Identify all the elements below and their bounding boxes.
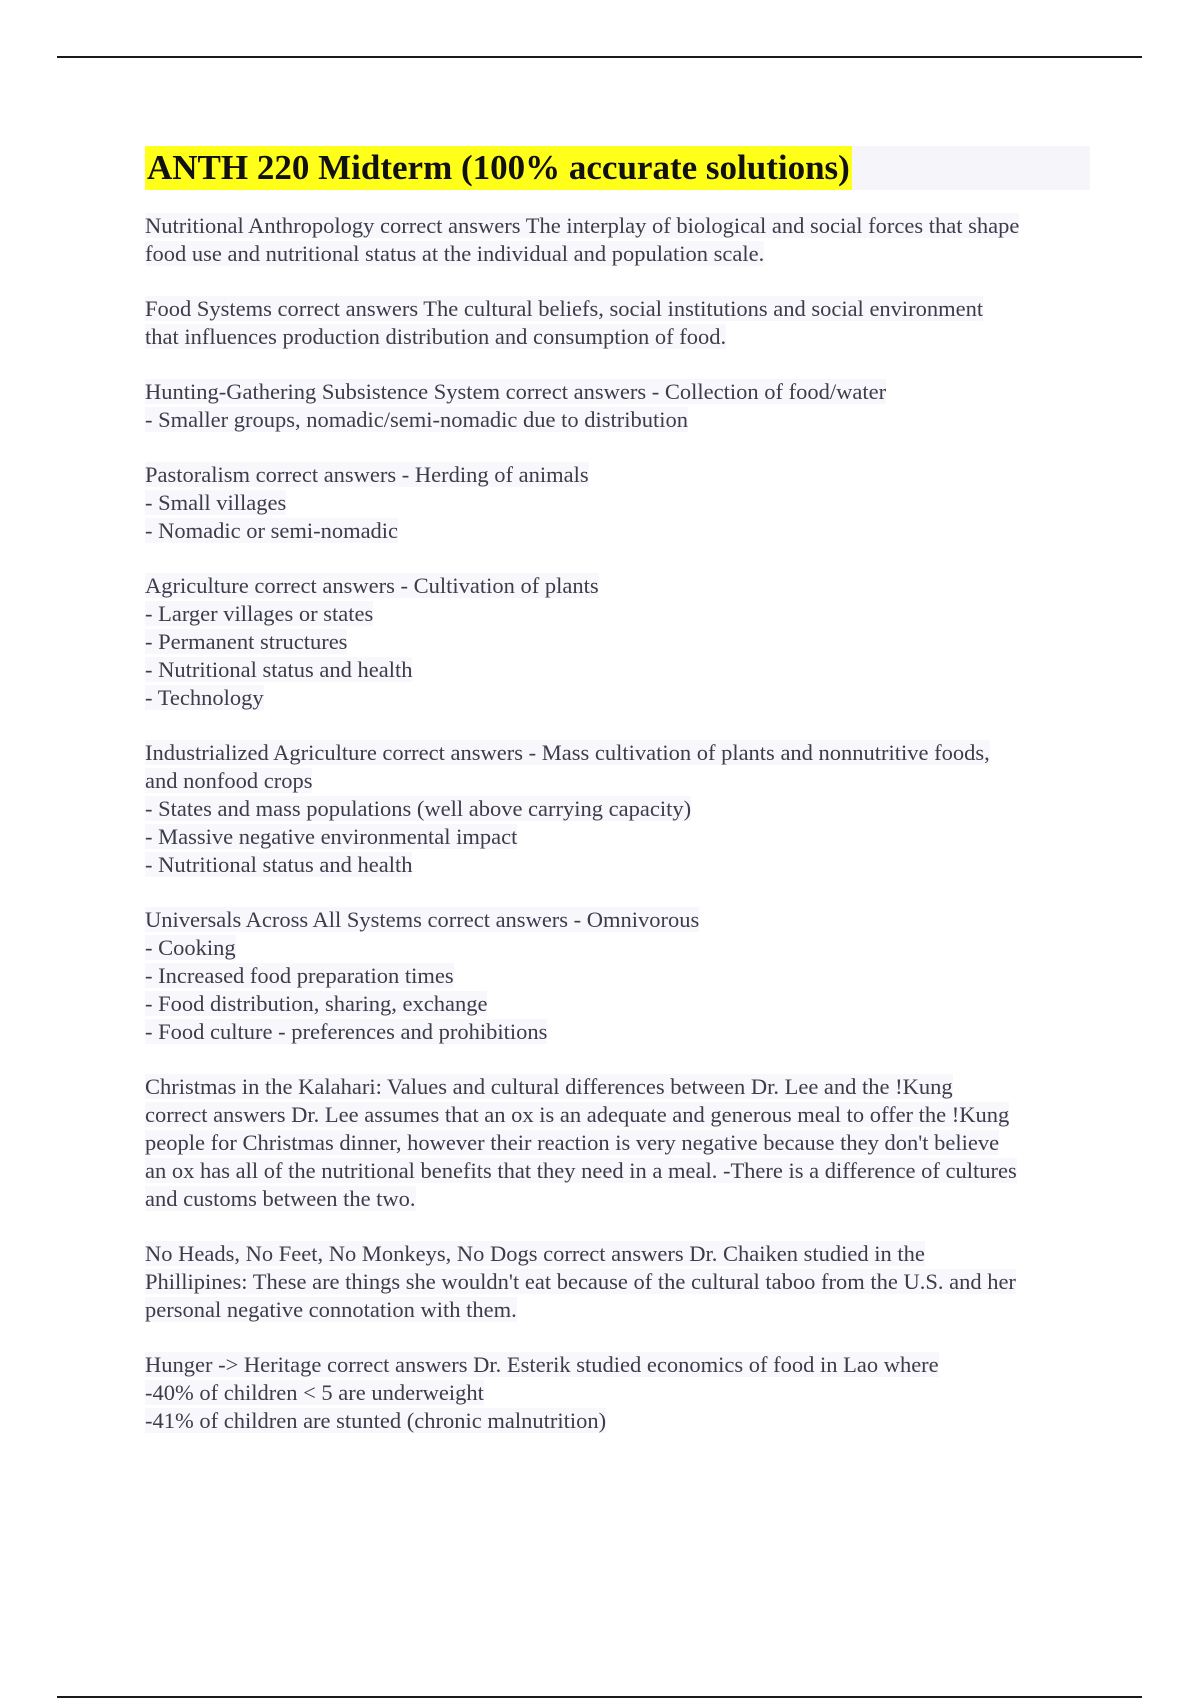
entry-line <box>145 684 1090 712</box>
entry-line-text: No Heads, No Feet, No Monkeys, No Dogs correct answers Dr. Chaiken studied in the <box>145 1241 925 1266</box>
entry-line <box>145 990 1090 1018</box>
qa-entry <box>145 1351 1090 1435</box>
qa-entry <box>145 378 1090 434</box>
entry-line <box>145 1018 1090 1046</box>
title-band <box>145 146 1090 190</box>
entry-line <box>145 489 1090 517</box>
entry-line <box>145 1101 1090 1129</box>
entry-line-text: - States and mass populations (well above carrying capacity) <box>145 796 692 821</box>
entry-line <box>145 212 1090 240</box>
entry-line <box>145 323 1090 351</box>
entry-line-text: that influences production distribution and consumption of food. <box>145 324 727 349</box>
entry-line-text: Phillipines: These are things she wouldn't eat because of the cultural taboo from the U.S. and her <box>145 1269 1016 1294</box>
entry-line-text: and nonfood crops <box>145 768 313 793</box>
qa-entry <box>145 1240 1090 1324</box>
entry-line <box>145 572 1090 600</box>
entry-line <box>145 461 1090 489</box>
entry-line <box>145 795 1090 823</box>
entry-line <box>145 656 1090 684</box>
entry-line-text: Industrialized Agriculture correct answers - Mass cultivation of plants and nonnutritive foods, <box>145 740 990 765</box>
entry-line-text: and customs between the two. <box>145 1186 416 1211</box>
entry-line-text: Universals Across All Systems correct answers - Omnivorous <box>145 907 700 932</box>
entry-line <box>145 962 1090 990</box>
entry-line-text: Christmas in the Kalahari: Values and cultural differences between Dr. Lee and the !Kung <box>145 1074 953 1099</box>
entry-line <box>145 1351 1090 1379</box>
entry-line <box>145 295 1090 323</box>
entry-line-text: correct answers Dr. Lee assumes that an ox is an adequate and generous meal to offer the !Kung <box>145 1102 1010 1127</box>
entry-line-text: - Food distribution, sharing, exchange <box>145 991 488 1016</box>
qa-entry <box>145 572 1090 712</box>
entry-line <box>145 767 1090 795</box>
entry-line-text: Hunting-Gathering Subsistence System correct answers - Collection of food/water <box>145 379 887 404</box>
entry-line <box>145 1129 1090 1157</box>
entry-line-text: - Technology <box>145 685 264 710</box>
entry-line <box>145 628 1090 656</box>
entry-line-text: -40% of children < 5 are underweight <box>145 1380 484 1405</box>
entry-line-text: Agriculture correct answers - Cultivation of plants <box>145 573 599 598</box>
entry-line <box>145 240 1090 268</box>
entry-line <box>145 823 1090 851</box>
qa-entry <box>145 212 1090 268</box>
entry-line-text: food use and nutritional status at the individual and population scale. <box>145 241 765 266</box>
entry-line <box>145 1157 1090 1185</box>
entry-line-text: - Small villages <box>145 490 287 515</box>
entry-line <box>145 1185 1090 1213</box>
qa-entry <box>145 739 1090 879</box>
entry-line <box>145 1379 1090 1407</box>
top-rule <box>57 56 1142 58</box>
entry-line-text: -41% of children are stunted (chronic malnutrition) <box>145 1408 607 1433</box>
entry-line <box>145 517 1090 545</box>
qa-entry <box>145 1073 1090 1213</box>
entry-line-text: Hunger -> Heritage correct answers Dr. Esterik studied economics of food in Lao where <box>145 1352 939 1377</box>
qa-entries <box>145 212 1090 1435</box>
entry-line <box>145 934 1090 962</box>
entry-line <box>145 906 1090 934</box>
entry-line <box>145 851 1090 879</box>
entry-line-text: - Smaller groups, nomadic/semi-nomadic due to distribution <box>145 407 689 432</box>
entry-line-text: - Larger villages or states <box>145 601 374 626</box>
entry-line <box>145 1407 1090 1435</box>
entry-line-text: - Massive negative environmental impact <box>145 824 518 849</box>
entry-line <box>145 739 1090 767</box>
entry-line-text: - Increased food preparation times <box>145 963 454 988</box>
entry-line <box>145 1073 1090 1101</box>
qa-entry <box>145 906 1090 1046</box>
entry-line <box>145 1240 1090 1268</box>
entry-line-text: - Nutritional status and health <box>145 657 413 682</box>
entry-line-text: people for Christmas dinner, however their reaction is very negative because they don't believe <box>145 1130 1000 1155</box>
entry-line-text: Nutritional Anthropology correct answers The interplay of biological and social forces that shape <box>145 213 1020 238</box>
qa-entry <box>145 461 1090 545</box>
entry-line <box>145 600 1090 628</box>
bottom-rule <box>57 1696 1142 1698</box>
page-content <box>145 146 1090 1462</box>
entry-line <box>145 378 1090 406</box>
entry-line-text: - Cooking <box>145 935 236 960</box>
entry-line <box>145 1268 1090 1296</box>
qa-entry <box>145 295 1090 351</box>
entry-line <box>145 406 1090 434</box>
entry-line-text: - Food culture - preferences and prohibitions <box>145 1019 548 1044</box>
entry-line-text: Pastoralism correct answers - Herding of animals <box>145 462 589 487</box>
entry-line-text: an ox has all of the nutritional benefits that they need in a meal. -There is a difference of cultures <box>145 1158 1017 1183</box>
document-title: ANTH 220 Midterm (100% accurate solutions) <box>145 146 852 190</box>
entry-line-text: personal negative connotation with them. <box>145 1297 517 1322</box>
entry-line-text: Food Systems correct answers The cultural beliefs, social institutions and social environment <box>145 296 984 321</box>
entry-line-text: - Nomadic or semi-nomadic <box>145 518 399 543</box>
entry-line <box>145 1296 1090 1324</box>
entry-line-text: - Permanent structures <box>145 629 348 654</box>
entry-line-text: - Nutritional status and health <box>145 852 413 877</box>
